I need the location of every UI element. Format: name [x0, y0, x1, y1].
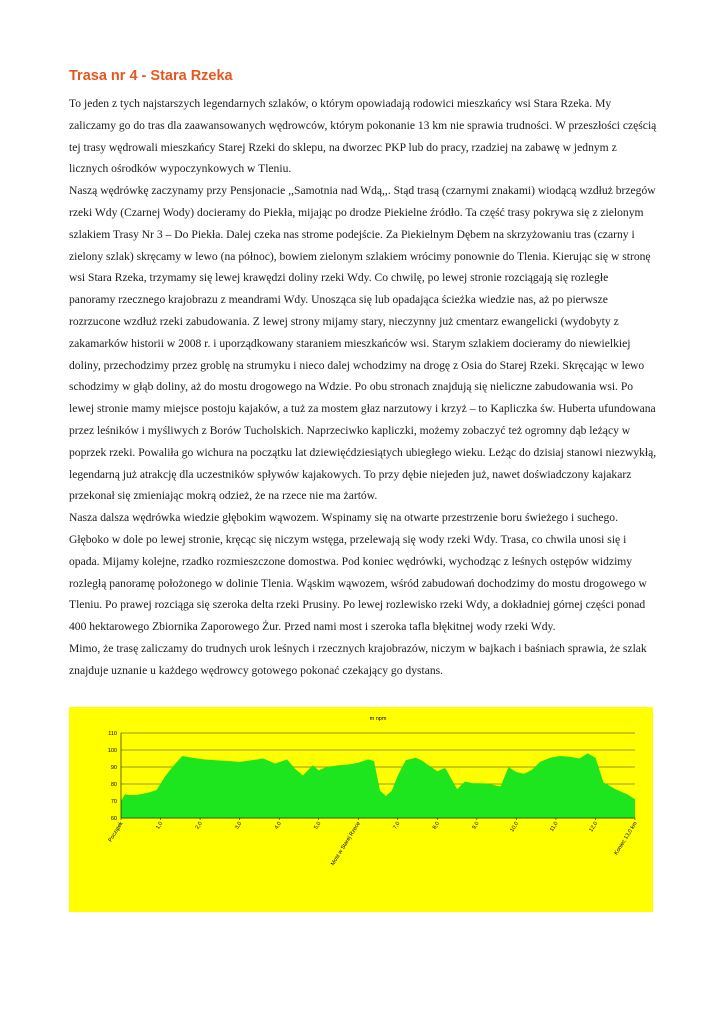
document-body [69, 93, 657, 682]
x-tick-label: 12,0 [588, 820, 600, 834]
paragraph: Naszą wędrówkę zaczynamy przy Pensjonacie ,,Samotnia nad Wdą,,. Stąd trasą (czarnymi znakami) wiodącą wzdłuż brzegów rzeki Wdy (Czarnej Wody) docieramy do Piekła, mijając po drodze Piekielne źródło. Ta część trasy pokrywa się z zielonym szlakiem Trasy Nr 3 – Do Piekła. Dalej czeka nas strome podejście. Za Piekielnym Dębem na skrzyżowaniu tras (czarny i zielony szlak) skręcamy w lewo (na północ), bowiem zielonym szlakiem wrócimy ponownie do Tlenia. Kierując się w stronę wsi Stara Rzeka, trzymamy się lewej krawędzi doliny rzeki Wdy. Co chwilę, po lewej stronie rozciągają się rozległe panoramy rzecznego krajobrazu z meandrami Wdy. Unosząca się lub opadająca ścieżka wiedzie nas, aż po pierwsze rozrzucone wzdłuż rzeki zabudowania. Z lewej strony mijamy stary, nieczynny już cmentarz ewangelicki (wydobyty z zakamarków historii w 2008 r. i uporządkowany staraniem mieszkańców wsi. Starym szlakiem docieramy do niewielkiej doliny, przechodzimy przez groblę na strumyku i nieco dalej wchodzimy na drogę z Osia do Starej Rzeki. Skręcając w lewo schodzimy w głąb doliny, aż do mostu drogowego na Wdzie. Po obu stronach znajdują się nieliczne zabudowania wsi. Po lewej stronie mamy miejsce postoju kajaków, a tuż za mostem głaz narzutowy i krzyż – to Kapliczka św. Huberta ufundowana przez leśników i myśliwych z Borów Tucholskich. Naprzeciwko kapliczki, możemy zobaczyć też ogromny dąb leżący w poprzek rzeki. Powaliła go wichura na początku lat dziewięćdziesiątych ubiegłego wieku. Leżąc do dzisiaj stanowi niezwykłą, legendarną już atrakcję dla uczestników spływów kajakowych. To przy dębie niejeden już, nawet doświadczony kajakarz przekonał się zmieniając mokrą odzież, że na rzece nie ma żartów. [69, 184, 657, 503]
x-tick-label: 9,0 [471, 820, 481, 831]
x-tick-label: Koniec 13,0 km [613, 820, 639, 857]
x-tick-label: 5,0 [313, 820, 323, 831]
paragraph: To jeden z tych najstarszych legendarnych szlaków, o którym opowiadają rodowici mieszkańcy wsi Stara Rzeka. My zaliczamy go do tras dla zaawansowanych wędrowców, którym pokonanie 13 km nie sprawia trudności. W przeszłości częścią tej trasy wędrowali mieszkańcy Starej Rzeki do sklepu, na dworzec PKP lub do pracy, rzadziej na zabawę w jednym z licznych ośrodków wypoczynkowych w Tleniu. [69, 97, 657, 176]
x-tick-label: 8,0 [431, 820, 442, 831]
document-title: Trasa nr 4 - Stara Rzeka [69, 68, 233, 84]
x-tick-label: 11,0 [549, 820, 560, 833]
y-tick-label: 60 [110, 816, 117, 822]
x-tick-label: 1,0 [155, 820, 165, 831]
x-tick-label: 3,0 [234, 820, 244, 831]
y-tick-label: 100 [107, 748, 117, 754]
elevation-profile-chart [69, 707, 653, 912]
paragraph: Nasza dalsza wędrówka wiedzie głębokim wąwozem. Wspinamy się na otwarte przestrzenie boru świeżego i suchego. Głęboko w dole po lewej stronie, kręcąc się niczym wstęga, przelewają się wody rzeki Wdy. Trasa, co chwila unosi się i opada. Mijamy kolejne, rzadko rozmieszczone domostwa. Pod koniec wędrówki, wychodząc z leśnych ostępów widzimy rozległą panoramę położonego w dolinie Tlenia. Wąskim wąwozem, wśród zabudowań dochodzimy do mostu drogowego w Tleniu. Po prawej rozciąga się szeroka delta rzeki Prusiny. Po lewej rozlewisko rzeki Wdy, a dokładniej górnej części ponad 400 hektarowego Zbiornika Zaporowego Żur. Przed nami most i szeroka tafla błękitnej wody rzeki Wdy. [69, 511, 647, 634]
y-tick-label: 70 [110, 799, 117, 805]
chart-title: m npm [369, 716, 387, 722]
x-tick-label: 10,0 [509, 820, 521, 834]
x-tick-label: 2,0 [194, 820, 204, 831]
elevation-chart-svg [69, 707, 653, 912]
y-tick-label: 110 [108, 731, 117, 737]
x-tick-label: 7,0 [392, 820, 402, 831]
paragraph: Mimo, że trasę zaliczamy do trudnych urok leśnych i rzecznych krajobrazów, niczym w bajkach i baśniach sprawia, że szlak znajduje uznanie u każdego wędrowcy gotowego pokonać czekający go dystans. [69, 641, 647, 677]
y-tick-label: 80 [110, 782, 117, 788]
x-tick-label: Początek [107, 820, 125, 844]
x-tick-label: 4,0 [273, 820, 283, 831]
y-tick-label: 90 [110, 765, 117, 771]
x-tick-label: Most w Starej Rzece [330, 820, 362, 867]
